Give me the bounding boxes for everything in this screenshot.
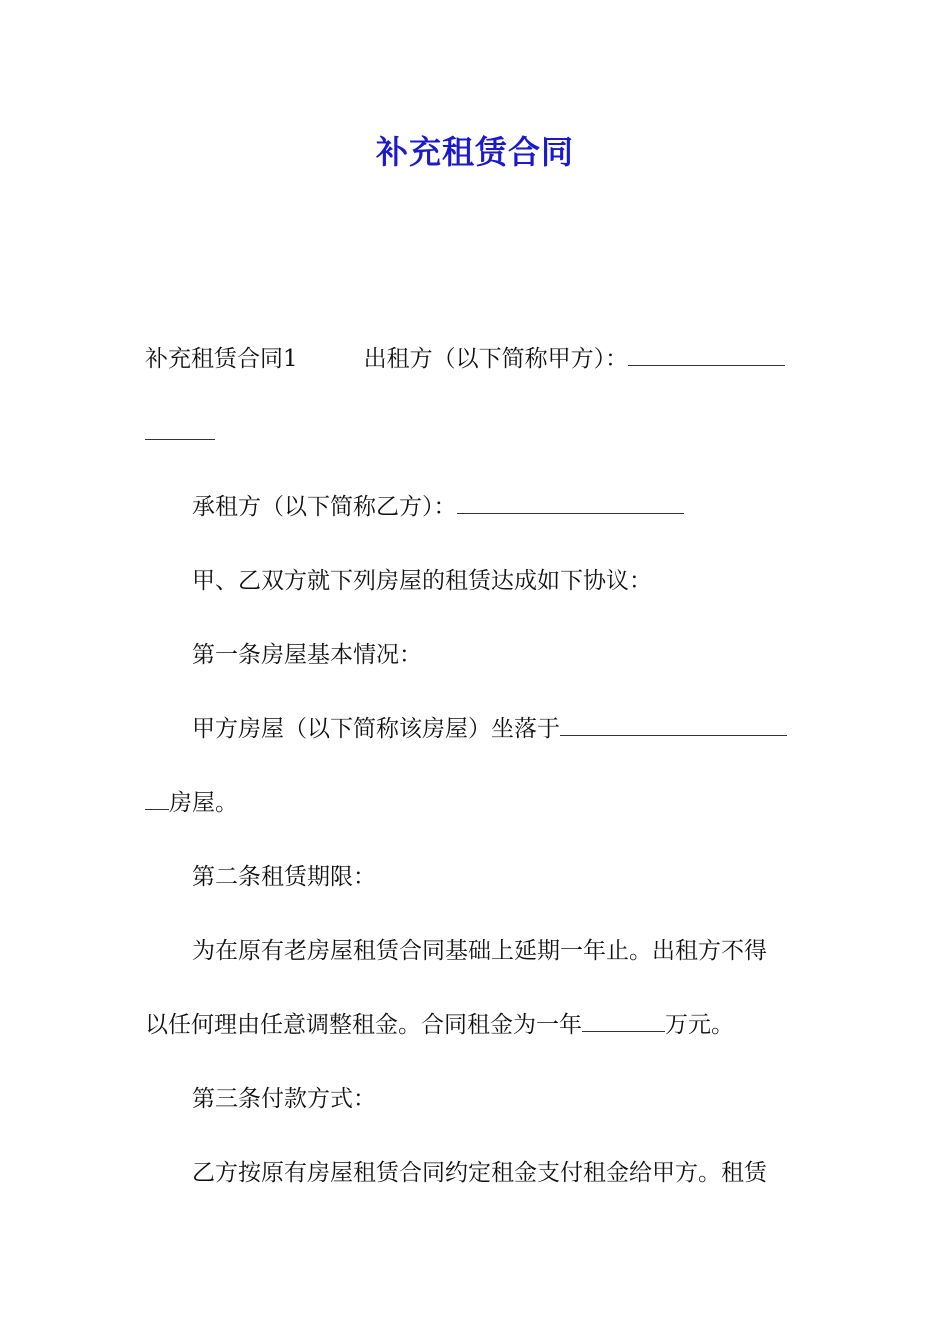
- article1-text-a: 甲方房屋（以下简称该房屋）坐落于: [192, 716, 560, 742]
- article3-text-a: 乙方按原有房屋租赁合同约定租金支付租金给甲方。租赁: [192, 1160, 767, 1186]
- article3-text-line: [145, 1146, 807, 1220]
- lessor-blank: [628, 333, 785, 366]
- intro-line: [145, 554, 807, 628]
- article2-text-a: 为在原有老房屋租赁合同基础上延期一年止。出租方不得: [192, 938, 767, 964]
- lessor-blank-continuation: [145, 406, 807, 480]
- article2-text-line: [145, 924, 807, 998]
- lessee-line: [145, 480, 807, 554]
- article1-title-line: [145, 628, 807, 702]
- heading-label: 补充租赁合同1: [145, 346, 298, 372]
- article3-title-line: [145, 1072, 807, 1146]
- lessor-label: 出租方（以下简称甲方）：: [363, 346, 629, 372]
- article1-text-line: [145, 702, 807, 776]
- lessee-label: 承租方（以下简称乙方）：: [192, 494, 457, 520]
- article3-title: 第三条付款方式：: [192, 1086, 376, 1112]
- article2-text-b2: 万元。: [665, 1012, 734, 1038]
- lessor-line: [145, 332, 807, 406]
- document-body: [145, 332, 807, 1220]
- article2-title: 第二条租赁期限：: [192, 864, 376, 890]
- location-blank: [560, 703, 787, 736]
- article2-text-b1: 以任何理由任意调整租金。合同租金为一年: [145, 1012, 582, 1038]
- rent-amount-blank: [582, 999, 665, 1032]
- document-title: 补充租赁合同: [375, 133, 574, 171]
- article1-text-b: 房屋。: [169, 790, 238, 816]
- article2-text-line-2: [145, 998, 807, 1072]
- lessor-blank-2: [145, 407, 215, 440]
- article2-title-line: [145, 850, 807, 924]
- intro-text: 甲、乙双方就下列房屋的租赁达成如下协议：: [192, 568, 652, 594]
- article1-title: 第一条房屋基本情况：: [192, 642, 422, 668]
- article1-text-line-2: [145, 776, 807, 850]
- lessee-blank: [457, 481, 684, 514]
- location-blank-2: [145, 777, 169, 810]
